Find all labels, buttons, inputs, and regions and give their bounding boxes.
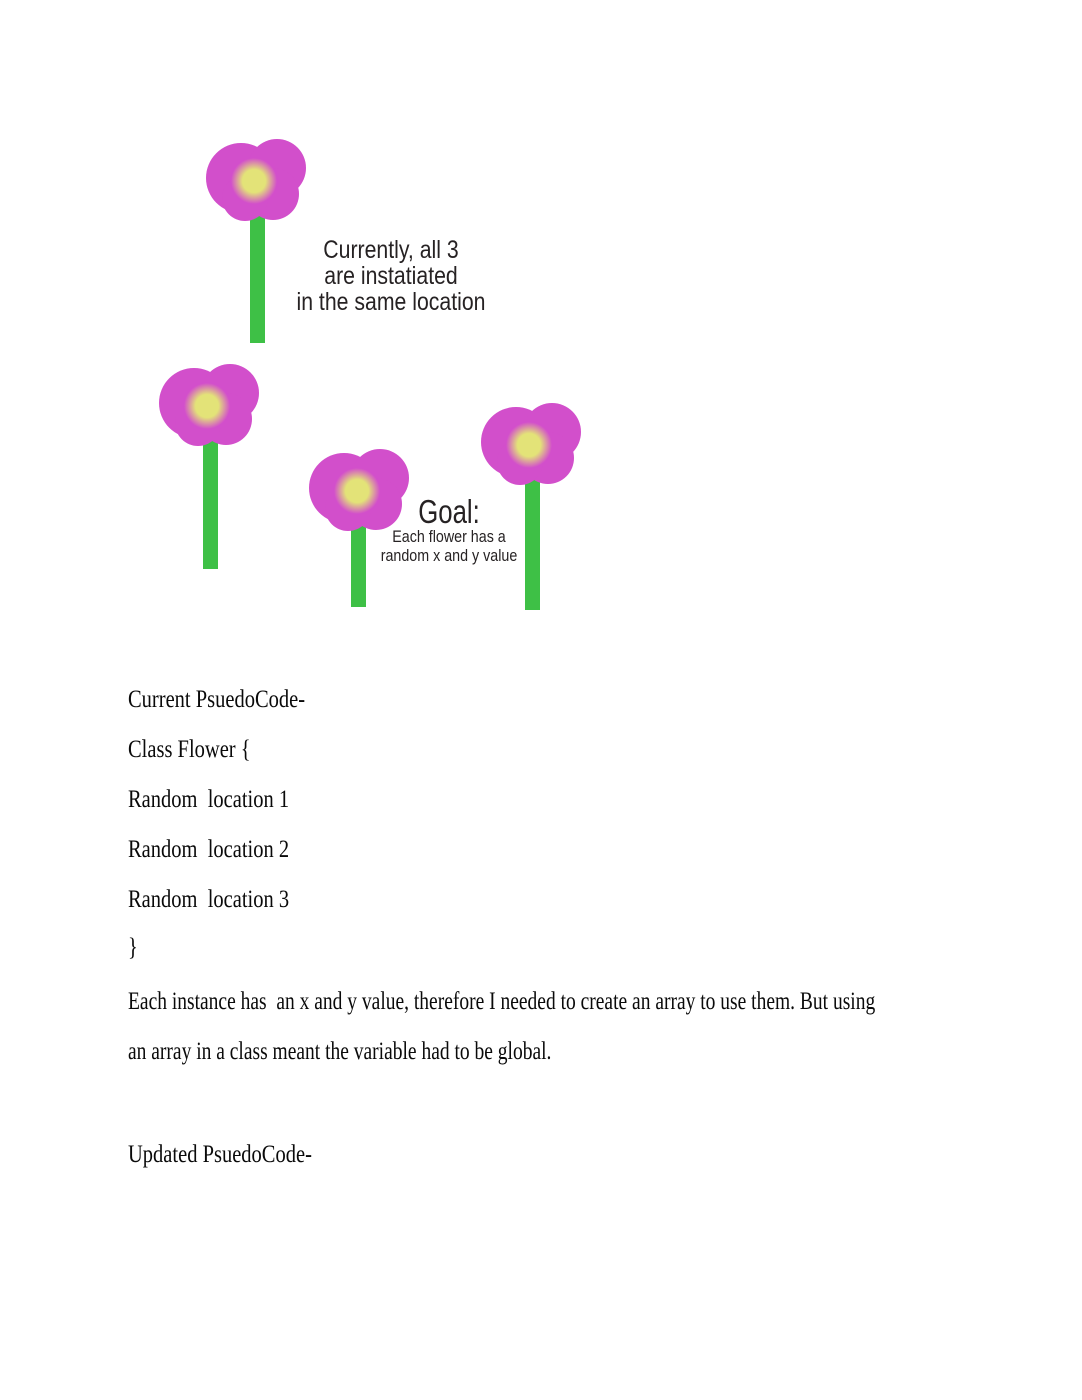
annotation-goal-line1: Each flower has a xyxy=(392,527,506,546)
annotation-currently-line3: in the same location xyxy=(296,288,486,316)
annotation-currently-line1: Currently, all 3 xyxy=(323,236,459,264)
annotation-goal-line2: random x and y value xyxy=(380,546,518,565)
annotation-goal-title: Goal: xyxy=(418,493,480,530)
flower-center xyxy=(231,158,277,204)
doc-paragraph-line-1: Each instance has an x and y value, therefore I needed to create an array to use them. But using xyxy=(128,988,876,1015)
flower-center xyxy=(506,422,552,468)
doc-line-random-location-2: Random location 2 xyxy=(128,836,290,863)
flower-center xyxy=(184,383,230,429)
flower-illustration-left xyxy=(158,363,261,569)
doc-line-random-location-1: Random location 1 xyxy=(128,786,290,813)
doc-line-current-pseudocode-heading: Current PsuedoCode- xyxy=(128,686,306,713)
doc-line-class-close-brace: } xyxy=(128,934,138,961)
doc-line-random-location-3: Random location 3 xyxy=(128,886,290,913)
doc-paragraph-line-2: an array in a class meant the variable had to be global. xyxy=(128,1038,552,1065)
doc-line-class-flower-open: Class Flower { xyxy=(128,736,251,763)
doc-line-updated-pseudocode-heading: Updated PsuedoCode- xyxy=(128,1141,312,1168)
annotation-currently xyxy=(251,237,531,315)
annotation-currently-line2: are instatiated xyxy=(324,262,458,290)
flower-stem xyxy=(203,439,218,569)
annotation-goal xyxy=(319,493,579,565)
